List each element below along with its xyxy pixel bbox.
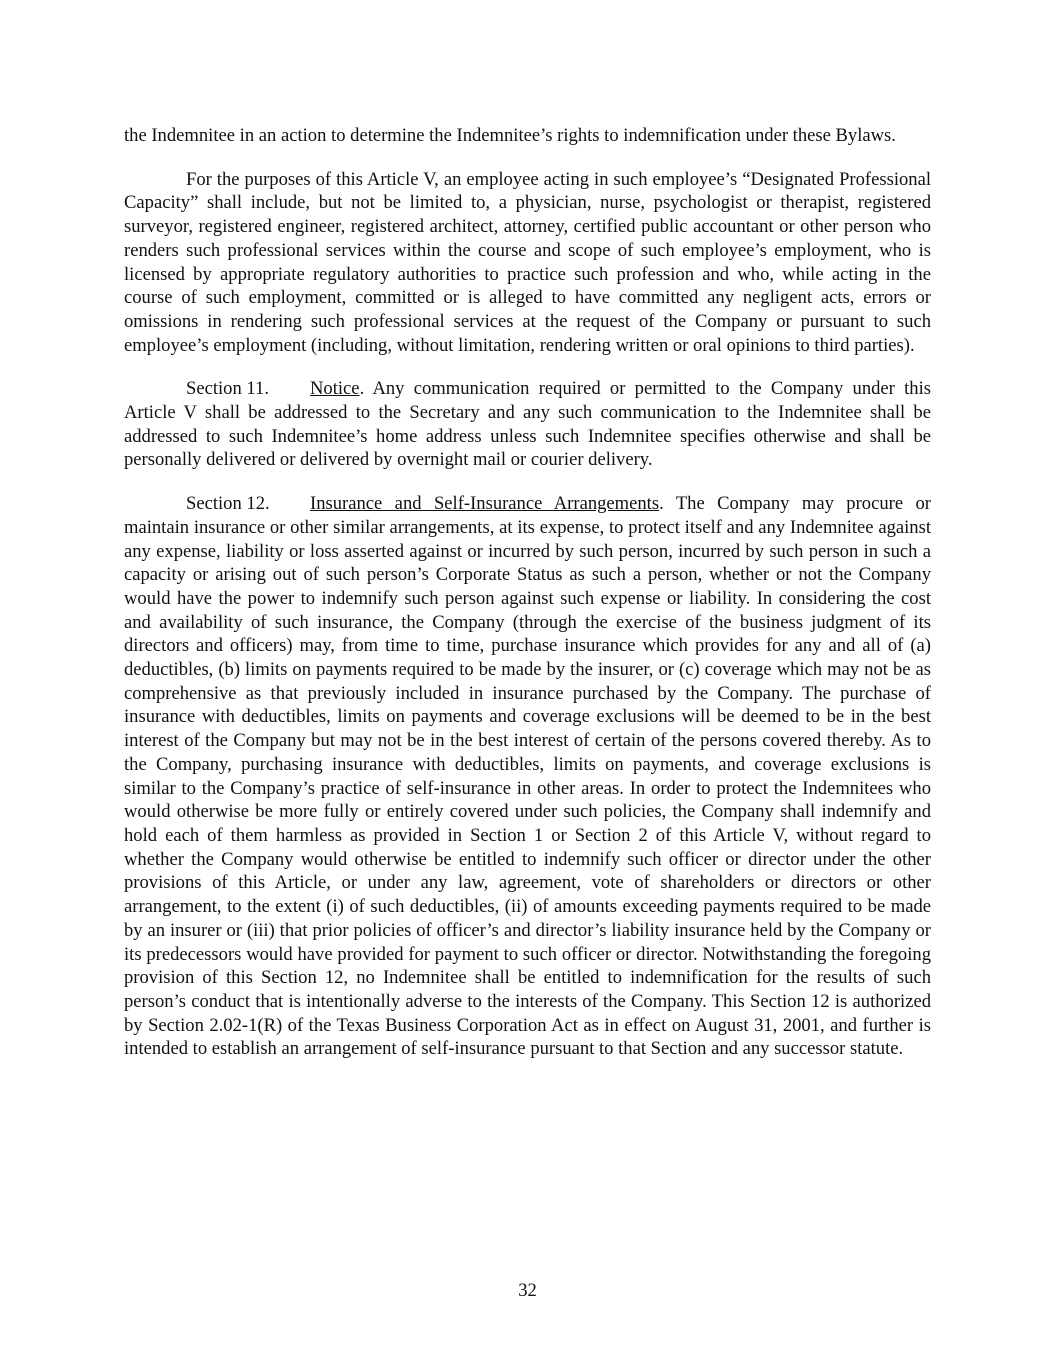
section-12-body: . The Company may procure or maintain insurance or other similar arrangements, at its expense, to protect itself and any Indemnitee against any expense, liability or loss asserted against or incurred by such person, incurred by such person in such a capacity or arising out of such person’s Corporate Status as such a person, whether or not the Company would have the power to indemnify such person against such expense or liability. In considering the cost and availability of such insurance, the Company (through the exercise of the business judgment of its directors and officers) may, from time to time, purchase insurance which provides for any and all of (a) deductibles, (b) limits on payments required to be made by the insurer, or (c) coverage which may not be as comprehensive as that previously included in insurance purchased by the Company. The purchase of insurance with deductibles, limits on payments and coverage exclusions will be deemed to be in the best interest of the Company but may not be in the best interest of certain of the persons covered thereby. As to the Company, purchasing insurance with deductibles, limits on payments, and coverage exclusions is similar to the Company’s practice of self-insurance in other areas. In order to protect the Indemnitees who would otherwise be more fully or entirely covered under such policies, the Company shall indemnify and hold each of them harmless as provided in Section 1 or Section 2 of this Article V, without regard to whether the Company would otherwise be entitled to indemnify such officer or director under the other provisions of this Article, or under any law, agreement, vote of shareholders or directors or other arrangement, to the extent (i) of such deductibles, (ii) of amounts exceeding payments required to be made by an insurer or (iii) that prior policies of officer’s and director’s liability insurance held by the Company or its predecessors would have provided for payment to such officer or director. Notwithstanding the foregoing provision of this Section 12, no Indemnitee shall be entitled to indemnification for the results of such person’s conduct that is intentionally adverse to the interests of the Company. This Section 12 is authorized by Section 2.02-1(R) of the Texas Business Corporation Act as in effect on August 31, 2001, and further is intended to establish an arrangement of self-insurance pursuant to that Section and any successor statute.: [124, 493, 931, 1060]
section-12-heading: Insurance and Self-Insurance Arrangements: [310, 493, 660, 515]
document-page: [124, 124, 931, 1081]
page-number: 32: [518, 1280, 537, 1301]
continuation-paragraph: the Indemnitee in an action to determine the Indemnitee’s rights to indemnification under these Bylaws.: [124, 125, 896, 146]
designated-capacity-paragraph: For the purposes of this Article V, an employee acting in such employee’s “Designated Professional Capacity” shall include, but not be limited to, a physician, nurse, psychologist or therapist, registered surveyor, registered engineer, registered architect, attorney, certified public accountant or other person who renders such professional services within the course and scope of such employee’s employment, who is licensed by appropriate regulatory authorities to practice such profession and who, while acting in the course of such employment, committed or is alleged to have committed any negligent acts, errors or omissions in rendering such professional services at the request of the Company or pursuant to such employee’s employment (including, without limitation, rendering written or oral opinions to third parties).: [124, 168, 931, 356]
section-12-number: Section 12.: [186, 493, 270, 515]
section-11-body: . Any communication required or permitted to the Company under this Article V shall be addressed to the Secretary and any such communication to the Indemnitee shall be addressed to such Indemnitee’s home address unless such Indemnitee specifies otherwise and shall be personally delivered or delivered by overnight mail or courier delivery.: [124, 378, 931, 471]
section-11-heading: Notice: [310, 378, 360, 400]
section-11-paragraph: [124, 377, 931, 472]
section-11-number: Section 11.: [186, 378, 269, 400]
section-12-paragraph: [124, 492, 931, 1061]
